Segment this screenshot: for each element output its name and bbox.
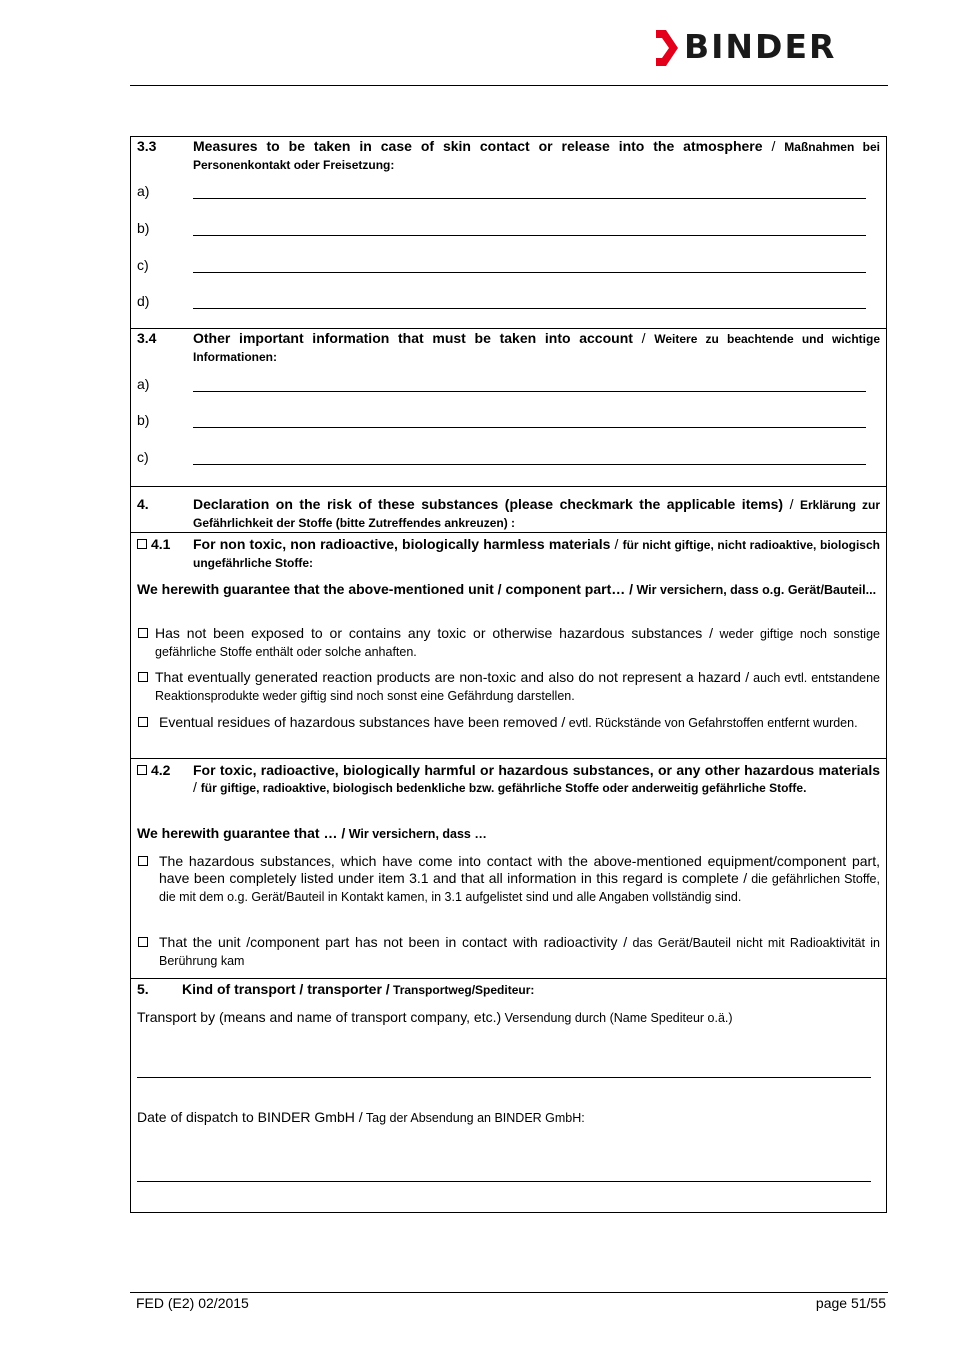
- checkbox-4-2[interactable]: [137, 765, 147, 775]
- item-letter: c): [137, 257, 149, 273]
- dispatch-label-en: Date of dispatch to BINDER GmbH /: [137, 1109, 363, 1125]
- binder-logo-mark-icon: [656, 30, 682, 66]
- guarantee-text: [137, 825, 880, 843]
- heading-de: für nicht giftige, nicht radioaktive, biologisch ungefährliche Stoffe:: [193, 538, 880, 570]
- heading-sep: /: [610, 536, 623, 552]
- check-en: Has not been exposed to or contains any toxic or otherwise hazardous substances /: [155, 625, 714, 641]
- check-en: That the unit /component part has not been in contact with radioactivity /: [159, 934, 628, 950]
- section-heading: [193, 762, 880, 797]
- section-4-2: [131, 759, 886, 979]
- transport-label-de: Versendung durch (Name Spediteur o.ä.): [501, 1011, 733, 1025]
- declaration-form: [130, 136, 887, 1213]
- transport-label-en: Transport by (means and name of transport company, etc.): [137, 1009, 502, 1025]
- section-number: 3.3: [137, 138, 157, 154]
- dispatch-label: [137, 1109, 880, 1127]
- answer-line-d[interactable]: [193, 308, 866, 309]
- check-item-text: [155, 669, 880, 705]
- heading-en: Measures to be taken in case of skin contact or release into the atmosphere: [193, 138, 763, 154]
- logo-text: BINDER: [684, 27, 837, 66]
- guarantee-text: [137, 581, 880, 599]
- heading-en: For toxic, radioactive, biologically harmful or hazardous substances, or any other hazardous materials: [193, 762, 880, 778]
- check-de: weder giftige noch sonstige gefährliche Stoffe enthält oder solche anhaften.: [155, 627, 880, 659]
- check-de: auch evtl. entstandene Reaktionsprodukte weder giftig sind noch sonst eine Gefährdung darstellen.: [155, 671, 881, 703]
- section-number: 4.: [137, 496, 149, 512]
- check-de: das Gerät/Bauteil nicht mit Radioaktivität in Berührung kam: [159, 936, 881, 968]
- section-heading: [182, 981, 534, 997]
- heading-sep: /: [632, 330, 655, 346]
- check-item: [137, 669, 880, 705]
- binder-logo: [656, 27, 888, 66]
- footer-doc-id: FED (E2) 02/2015: [136, 1295, 249, 1311]
- check-item-text: [159, 714, 880, 732]
- dispatch-label-de: Tag der Absendung an BINDER GmbH:: [362, 1111, 585, 1125]
- check-item: [137, 625, 880, 661]
- answer-line-b[interactable]: [193, 235, 866, 236]
- heading-en: Declaration on the risk of these substances (please checkmark the applicable items): [193, 496, 784, 512]
- check-en: Eventual residues of hazardous substances have been removed /: [159, 714, 566, 730]
- item-letter: c): [137, 449, 149, 465]
- check-item: [137, 714, 880, 732]
- heading-sep: /: [193, 779, 201, 795]
- heading-de: Erklärung zur Gefährlichkeit der Stoffe (bitte Zutreffendes ankreuzen) :: [193, 498, 880, 530]
- item-letter: a): [137, 183, 150, 199]
- section-number: 4.2: [151, 762, 171, 778]
- section-heading: [193, 330, 880, 366]
- check-item-text: [159, 934, 880, 970]
- check-item: [137, 934, 880, 970]
- section-4: [131, 487, 886, 533]
- heading-de: für giftige, radioaktive, biologisch bedenkliche bzw. gefährliche Stoffe oder anderweitig gefährliche Stoffe.: [200, 781, 807, 795]
- guarantee-de: Wir versichern, dass o.g. Gerät/Bauteil...: [633, 583, 877, 597]
- guarantee-en: We herewith guarantee that … /: [137, 825, 346, 841]
- checkbox[interactable]: [138, 937, 148, 947]
- checkbox[interactable]: [138, 856, 148, 866]
- section-5: [131, 979, 886, 1211]
- header-divider: [130, 85, 888, 86]
- check-de: evtl. Rückstände von Gefahrstoffen entfernt wurden.: [565, 716, 858, 730]
- item-letter: a): [137, 376, 150, 392]
- footer-page-number: page 51/55: [815, 1295, 886, 1311]
- section-4-2-head: [137, 762, 170, 778]
- section-4-1-head: [137, 536, 170, 552]
- checkbox[interactable]: [138, 672, 148, 682]
- section-heading: [193, 536, 880, 572]
- answer-line-a[interactable]: [193, 391, 866, 392]
- heading-de: Transportweg/Spediteur:: [389, 983, 535, 997]
- transport-answer-line[interactable]: [137, 1077, 871, 1078]
- check-de: die gefährlichen Stoffe, die mit dem o.g. Gerät/Bauteil in Kontakt kamen, in 3.1 aufgelistet sind und alle Angaben vollständig sind.: [159, 872, 880, 904]
- check-item: [137, 853, 880, 906]
- section-3-3: [131, 137, 886, 329]
- guarantee-en: We herewith guarantee that the above-mentioned unit / component part… /: [137, 581, 634, 597]
- dispatch-date-line[interactable]: [137, 1181, 871, 1182]
- section-number: 5.: [137, 981, 149, 997]
- answer-line-b[interactable]: [193, 427, 866, 428]
- check-item-text: [159, 853, 880, 906]
- heading-en: For non toxic, non radioactive, biologically harmless materials: [193, 536, 611, 552]
- item-letter: d): [137, 293, 150, 309]
- check-en: The hazardous substances, which have come into contact with the above-mentioned equipment/component part, have been completely listed under item 3.1 and that all information in this regard is complete /: [159, 853, 880, 886]
- section-3-4: [131, 329, 886, 487]
- heading-sep: /: [783, 496, 800, 512]
- section-number: 4.1: [151, 536, 171, 552]
- checkbox-4-1[interactable]: [137, 539, 147, 549]
- answer-line-a[interactable]: [193, 198, 866, 199]
- check-en: That eventually generated reaction products are non-toxic and also do not represent a hazard /: [155, 669, 750, 685]
- checkbox[interactable]: [138, 717, 148, 727]
- section-number: 3.4: [137, 330, 157, 346]
- heading-en: Other important information that must be taken into account: [193, 330, 633, 346]
- section-4-1: [131, 533, 886, 759]
- heading-sep: /: [762, 138, 785, 154]
- item-letter: b): [137, 412, 150, 428]
- checkbox[interactable]: [138, 628, 148, 638]
- section-heading: [193, 496, 880, 532]
- check-item-text: [155, 625, 880, 661]
- item-letter: b): [137, 220, 150, 236]
- answer-line-c[interactable]: [193, 464, 866, 465]
- heading-de: Weitere zu beachtende und wichtige Informationen:: [193, 332, 880, 364]
- transport-label: [137, 1009, 880, 1027]
- heading-de: Maßnahmen bei Personenkontakt oder Freisetzung:: [193, 140, 880, 172]
- answer-line-c[interactable]: [193, 272, 866, 273]
- section-heading: [193, 138, 880, 174]
- guarantee-de: Wir versichern, dass …: [345, 827, 487, 841]
- heading-en: Kind of transport / transporter /: [182, 981, 390, 997]
- footer-divider: [130, 1292, 888, 1293]
